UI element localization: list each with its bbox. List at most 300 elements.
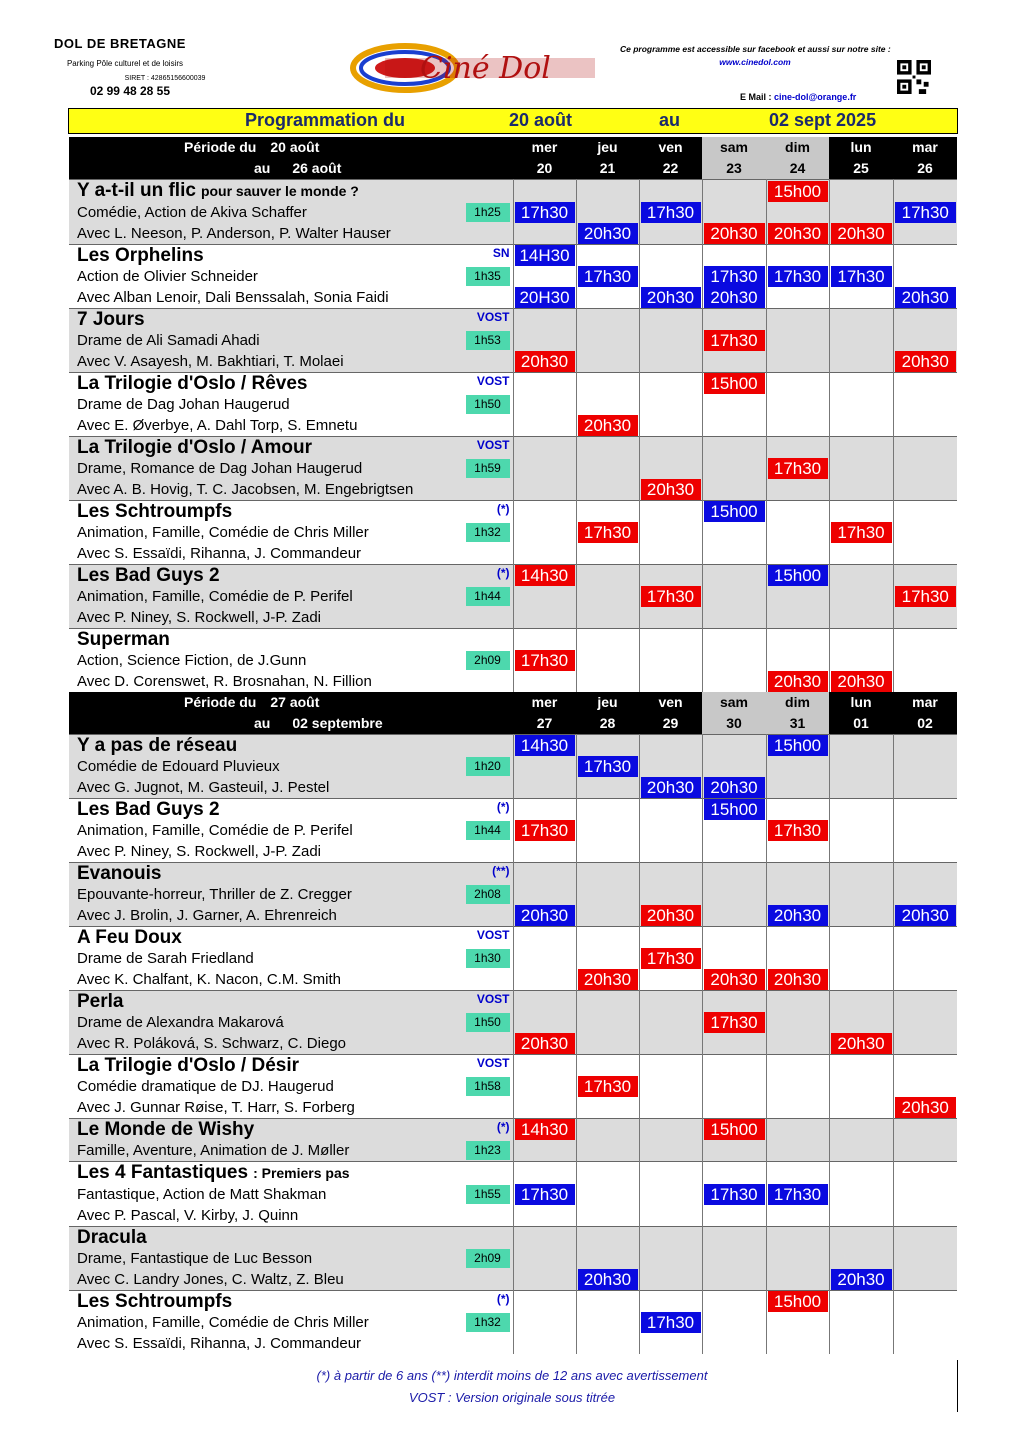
showtime-cell [893, 629, 957, 651]
showtime-cell [766, 415, 829, 437]
showtime-cell [576, 905, 639, 927]
showtime-cell [766, 245, 829, 267]
showtime-cell [639, 1205, 702, 1227]
showtime-cell [702, 266, 766, 287]
showtime-cell [766, 735, 829, 757]
showtime-cell [766, 1291, 829, 1313]
film-duration: 2h09 [466, 651, 510, 670]
showtime-cell [893, 330, 957, 351]
showtime-cell [702, 905, 766, 927]
period-word: Période du [184, 694, 257, 710]
showtime[interactable]: 20h30 [578, 223, 638, 244]
showtime-cell [829, 1162, 893, 1185]
showtime-cell [702, 1291, 766, 1313]
showtime[interactable]: 17h30 [515, 820, 575, 841]
film-duration: 1h50 [466, 1013, 510, 1032]
showtime[interactable]: 17h30 [641, 202, 701, 223]
film-title [69, 565, 513, 587]
showtime[interactable]: 17h30 [831, 266, 892, 287]
period-date: 20 août [270, 139, 320, 155]
film-title-text: La Trilogie d'Oslo / Amour [77, 437, 313, 458]
film-title-text: Les Bad Guys 2 [77, 565, 220, 586]
showtime-cell [576, 1119, 639, 1141]
showtime[interactable]: 15h00 [768, 1291, 828, 1312]
day-header-lun: 25 [829, 158, 893, 180]
showtime-cell [513, 777, 576, 799]
showtime-cell [639, 565, 702, 587]
showtime-cell [702, 1140, 766, 1162]
showtime-cell [702, 1012, 766, 1033]
showtime[interactable]: 20h30 [831, 1269, 892, 1290]
showtime-cell [639, 841, 702, 863]
showtime[interactable]: 20h30 [515, 351, 575, 372]
showtime[interactable]: 20h30 [895, 351, 957, 372]
film-genre [69, 330, 513, 351]
showtime[interactable]: 15h00 [704, 373, 765, 394]
showtime-cell [829, 202, 893, 223]
showtime-cell [829, 309, 893, 331]
showtime-cell [702, 394, 766, 415]
showtime-cell [576, 969, 639, 991]
showtime-cell [513, 1269, 576, 1291]
showtime-cell [829, 777, 893, 799]
period-header-row [69, 713, 957, 735]
showtime-cell [766, 1012, 829, 1033]
showtime-cell [639, 458, 702, 479]
film-title [69, 863, 513, 885]
showtime[interactable]: 17h30 [768, 458, 828, 479]
film-genre-text: Action de Olivier Schneider [77, 268, 258, 285]
showtime-cell [766, 1205, 829, 1227]
showtime-cell [702, 1205, 766, 1227]
showtime[interactable]: 17h30 [578, 756, 638, 777]
film-row [69, 1227, 957, 1249]
showtime[interactable]: 17h30 [578, 266, 638, 287]
website-link[interactable]: www.cinedol.com [719, 57, 791, 67]
showtime[interactable]: 15h00 [704, 1119, 765, 1140]
film-duration: 1h20 [466, 757, 510, 776]
film-cast-text: Avec Alban Lenoir, Dali Benssalah, Sonia Faidi [77, 289, 389, 306]
email-address[interactable]: cine-dol@orange.fr [774, 92, 857, 102]
film-title [69, 1291, 513, 1313]
showtime[interactable]: 20h30 [641, 287, 701, 308]
showtime-cell [702, 1119, 766, 1141]
showtime-cell [576, 245, 639, 267]
showtime-cell [829, 1205, 893, 1227]
showtime-cell [576, 1248, 639, 1269]
showtime-cell [702, 1184, 766, 1205]
film-genre [69, 394, 513, 415]
film-title-text: Y a pas de réseau [77, 735, 238, 756]
film-row [69, 309, 957, 331]
showtime-cell [893, 287, 957, 309]
film-genre [69, 1248, 513, 1269]
showtime[interactable]: 17h30 [768, 820, 828, 841]
showtime[interactable]: 17h30 [515, 202, 575, 223]
showtime-cell [829, 1184, 893, 1205]
showtime-cell [639, 351, 702, 373]
showtime-cell [513, 1140, 576, 1162]
day-header-mer: mer [513, 137, 576, 158]
showtime-cell [702, 1227, 766, 1249]
showtime-cell [766, 394, 829, 415]
film-title [69, 1055, 513, 1077]
showtime-cell [766, 777, 829, 799]
period-label [69, 158, 513, 180]
film-cast [69, 543, 513, 565]
showtime-cell [513, 629, 576, 651]
film-row [69, 1162, 957, 1185]
film-tag-badge: (**) [492, 864, 510, 878]
showtime-cell [829, 1269, 893, 1291]
showtime-cell [766, 969, 829, 991]
showtime[interactable]: 17h30 [515, 650, 575, 671]
showtime-cell [513, 479, 576, 501]
film-tag-badge: (*) [496, 566, 510, 580]
film-title-text: La Trilogie d'Oslo / Désir [77, 1055, 300, 1076]
showtime[interactable]: 17h30 [578, 1076, 638, 1097]
showtime[interactable]: 17h30 [704, 266, 765, 287]
period-label [69, 692, 513, 713]
showtime-cell [893, 969, 957, 991]
showtime[interactable]: 14h30 [515, 1119, 575, 1140]
showtime-cell [513, 1227, 576, 1249]
showtime[interactable]: 17h30 [768, 266, 828, 287]
showtime-cell [702, 756, 766, 777]
film-subtitle: : Premiers pas [253, 1165, 350, 1181]
film-genre [69, 884, 513, 905]
film-cast [69, 671, 513, 692]
showtime[interactable]: 20h30 [641, 479, 701, 500]
film-tag-badge: VOST [476, 374, 510, 388]
film-title [69, 437, 513, 459]
showtime[interactable]: 20h30 [768, 671, 828, 692]
showtime-cell [829, 905, 893, 927]
showtime[interactable]: 20h30 [515, 1033, 575, 1054]
showtime-cell [639, 1248, 702, 1269]
showtime-cell [766, 180, 829, 203]
showtime-cell [576, 415, 639, 437]
showtime[interactable]: 20h30 [704, 287, 765, 308]
film-genre [69, 266, 513, 287]
showtime[interactable]: 14h30 [515, 735, 575, 756]
showtime-cell [513, 905, 576, 927]
film-genre-text: Drame, Romance de Dag Johan Haugerud [77, 460, 363, 477]
showtime-cell [702, 650, 766, 671]
day-header-lun: lun [829, 692, 893, 713]
showtime-cell [513, 287, 576, 309]
film-row [69, 223, 957, 245]
showtime-cell [702, 373, 766, 395]
film-row [69, 671, 957, 692]
film-row [69, 479, 957, 501]
film-genre-text: Fantastique, Action de Matt Shakman [77, 1186, 327, 1203]
showtime-cell [639, 373, 702, 395]
showtime-cell [639, 1055, 702, 1077]
showtime-cell [639, 735, 702, 757]
day-header-dim: 24 [766, 158, 829, 180]
showtime-cell [766, 565, 829, 587]
film-genre [69, 202, 513, 223]
showtime-cell [513, 223, 576, 245]
showtime[interactable]: 20h30 [831, 671, 892, 692]
showtime-cell [702, 1333, 766, 1354]
film-row [69, 927, 957, 949]
showtime-cell [893, 1097, 957, 1119]
cinema-address: Parking Pôle culturel et de loisirs [66, 59, 184, 68]
film-title [69, 373, 513, 395]
film-title [69, 309, 513, 331]
showtime-cell [829, 565, 893, 587]
showtime-cell [893, 777, 957, 799]
showtime-cell [766, 287, 829, 309]
showtime[interactable]: 17h30 [641, 586, 701, 607]
showtime-cell [893, 266, 957, 287]
showtime-cell [576, 863, 639, 885]
showtime-cell [576, 1076, 639, 1097]
film-tag-badge: VOST [476, 928, 510, 942]
film-tag-badge: VOST [476, 438, 510, 452]
showtime[interactable]: 17h30 [641, 948, 701, 969]
showtime[interactable]: 20h30 [895, 905, 957, 926]
showtime-cell [829, 1012, 893, 1033]
showtime-cell [893, 351, 957, 373]
showtime[interactable]: 17h30 [831, 522, 892, 543]
showtime[interactable]: 17h30 [641, 1312, 701, 1333]
showtime-cell [829, 501, 893, 523]
film-row [69, 863, 957, 885]
film-row [69, 394, 957, 415]
showtime[interactable]: 15h00 [704, 501, 765, 522]
showtime-cell [893, 905, 957, 927]
film-genre-text: Drame de Ali Samadi Ahadi [77, 332, 260, 349]
showtime-cell [513, 180, 576, 203]
showtime[interactable]: 17h30 [895, 586, 957, 607]
showtime-cell [893, 223, 957, 245]
film-duration: 2h08 [466, 885, 510, 904]
showtime[interactable]: 20h30 [895, 1097, 957, 1118]
showtime[interactable]: 20h30 [831, 1033, 892, 1054]
showtime-cell [513, 437, 576, 459]
film-cast [69, 969, 513, 991]
period-header-row [69, 158, 957, 180]
footer-vost-note: VOST : Version originale sous titrée [408, 1390, 616, 1405]
program-start-date: 20 août [509, 110, 573, 130]
showtime-cell [639, 905, 702, 927]
showtime-cell [639, 991, 702, 1013]
film-genre-text: Animation, Famille, Comédie de Chris Miller [77, 1314, 369, 1331]
showtime-cell [893, 373, 957, 395]
showtime-cell [639, 1227, 702, 1249]
film-title [69, 1162, 513, 1185]
film-row [69, 841, 957, 863]
showtime-cell [576, 309, 639, 331]
showtime-cell [639, 927, 702, 949]
period-header-row [69, 692, 957, 713]
film-row [69, 1119, 957, 1141]
showtime[interactable]: 15h00 [768, 565, 828, 586]
film-cast-text: Avec P. Niney, S. Rockwell, J-P. Zadi [77, 609, 321, 626]
showtime-cell [576, 629, 639, 651]
showtime[interactable]: 17h30 [578, 522, 638, 543]
showtime[interactable]: 20h30 [515, 905, 575, 926]
showtime-cell [639, 799, 702, 821]
showtime-cell [829, 1140, 893, 1162]
showtime-cell [513, 607, 576, 629]
showtime-cell [513, 1248, 576, 1269]
film-cast [69, 1269, 513, 1291]
showtime-cell [766, 671, 829, 692]
day-header-mar: mar [893, 137, 957, 158]
showtime-cell [576, 565, 639, 587]
showtime-cell [829, 1227, 893, 1249]
showtime-cell [702, 330, 766, 351]
showtime[interactable]: 20h30 [578, 969, 638, 990]
showtime-cell [766, 884, 829, 905]
film-tag-badge: (*) [496, 1292, 510, 1306]
showtime-cell [766, 650, 829, 671]
showtime[interactable]: 17h30 [704, 330, 765, 351]
film-cast [69, 1097, 513, 1119]
showtime-cell [513, 266, 576, 287]
showtime-cell [639, 820, 702, 841]
showtime-cell [576, 458, 639, 479]
film-duration: 1h23 [466, 1141, 510, 1160]
showtime-cell [576, 202, 639, 223]
showtime-cell [639, 501, 702, 523]
showtime[interactable]: 17h30 [895, 202, 957, 223]
showtime[interactable]: 17h30 [704, 1012, 765, 1033]
showtime-cell [893, 586, 957, 607]
showtime[interactable]: 15h00 [768, 181, 828, 202]
film-row [69, 266, 957, 287]
showtime-cell [893, 1184, 957, 1205]
film-row [69, 458, 957, 479]
showtime[interactable]: 20h30 [704, 223, 765, 244]
showtime-cell [513, 1076, 576, 1097]
showtime-cell [576, 1291, 639, 1313]
film-tag-badge: SN [492, 246, 510, 260]
showtime-cell [576, 841, 639, 863]
email-line [740, 92, 856, 102]
showtime-cell [893, 479, 957, 501]
period-word: Période du [184, 139, 257, 155]
showtime[interactable]: 14H30 [515, 245, 575, 266]
showtime-cell [639, 522, 702, 543]
showtime-cell [829, 266, 893, 287]
showtime-cell [513, 1097, 576, 1119]
showtime-cell [829, 351, 893, 373]
showtime-cell [829, 415, 893, 437]
film-duration: 1h32 [466, 1313, 510, 1332]
cinedol-logo [345, 36, 605, 98]
showtime-cell [576, 777, 639, 799]
showtime-cell [893, 927, 957, 949]
showtime[interactable]: 20h30 [704, 969, 765, 990]
showtime[interactable]: 20h30 [768, 969, 828, 990]
showtime[interactable]: 20h30 [641, 905, 701, 926]
showtime-cell [829, 756, 893, 777]
showtime-cell [829, 180, 893, 203]
showtime[interactable]: 20h30 [578, 415, 638, 436]
showtime-cell [766, 1076, 829, 1097]
program-au: au [659, 110, 681, 130]
showtime-cell [576, 1269, 639, 1291]
qr-code-icon[interactable] [897, 60, 931, 94]
showtime[interactable]: 20H30 [515, 287, 575, 308]
showtime-cell [893, 501, 957, 523]
showtime-cell [829, 245, 893, 267]
showtime-cell [829, 1033, 893, 1055]
showtime[interactable]: 15h00 [768, 735, 828, 756]
showtime[interactable]: 17h30 [768, 1184, 828, 1205]
showtime-cell [576, 543, 639, 565]
film-row [69, 522, 957, 543]
showtime-cell [639, 1269, 702, 1291]
showtime-cell [576, 1184, 639, 1205]
film-row [69, 501, 957, 523]
showtime[interactable]: 20h30 [641, 777, 701, 798]
film-duration: 1h44 [466, 821, 510, 840]
showtime-cell [893, 522, 957, 543]
showtime[interactable]: 20h30 [895, 287, 957, 308]
showtime-cell [893, 1055, 957, 1077]
showtime-cell [893, 415, 957, 437]
period-date: 26 août [292, 160, 342, 176]
showtime[interactable]: 20h30 [768, 905, 828, 926]
day-header-jeu: jeu [576, 692, 639, 713]
showtime-cell [513, 884, 576, 905]
showtime-cell [576, 1312, 639, 1333]
showtime[interactable]: 17h30 [704, 1184, 765, 1205]
day-header-jeu: jeu [576, 137, 639, 158]
showtime-cell [829, 607, 893, 629]
day-header-jeu: 21 [576, 158, 639, 180]
film-row [69, 351, 957, 373]
showtime-cell [576, 607, 639, 629]
showtime-cell [639, 1012, 702, 1033]
showtime-cell [576, 1140, 639, 1162]
showtime-cell [576, 1227, 639, 1249]
showtime-cell [702, 458, 766, 479]
film-row [69, 437, 957, 459]
showtime-cell [639, 969, 702, 991]
showtime[interactable]: 15h00 [704, 799, 765, 820]
showtime-cell [513, 650, 576, 671]
showtime-cell [639, 202, 702, 223]
showtime[interactable]: 20h30 [768, 223, 828, 244]
showtime-cell [639, 671, 702, 692]
showtime[interactable]: 20h30 [578, 1269, 638, 1290]
showtime-cell [639, 415, 702, 437]
showtime[interactable]: 17h30 [515, 1184, 575, 1205]
showtime-cell [513, 245, 576, 267]
showtime[interactable]: 14h30 [515, 565, 575, 586]
film-title-text: Superman [77, 629, 170, 650]
film-cast [69, 287, 513, 309]
day-header-mar: 26 [893, 158, 957, 180]
showtime-cell [829, 671, 893, 692]
showtime-cell [639, 180, 702, 203]
showtime-cell [829, 650, 893, 671]
film-tag-badge: (*) [496, 502, 510, 516]
showtime-cell [702, 1076, 766, 1097]
showtime-cell [893, 799, 957, 821]
showtime[interactable]: 20h30 [704, 777, 765, 798]
showtime-cell [513, 522, 576, 543]
showtime-cell [576, 373, 639, 395]
showtime[interactable]: 20h30 [831, 223, 892, 244]
